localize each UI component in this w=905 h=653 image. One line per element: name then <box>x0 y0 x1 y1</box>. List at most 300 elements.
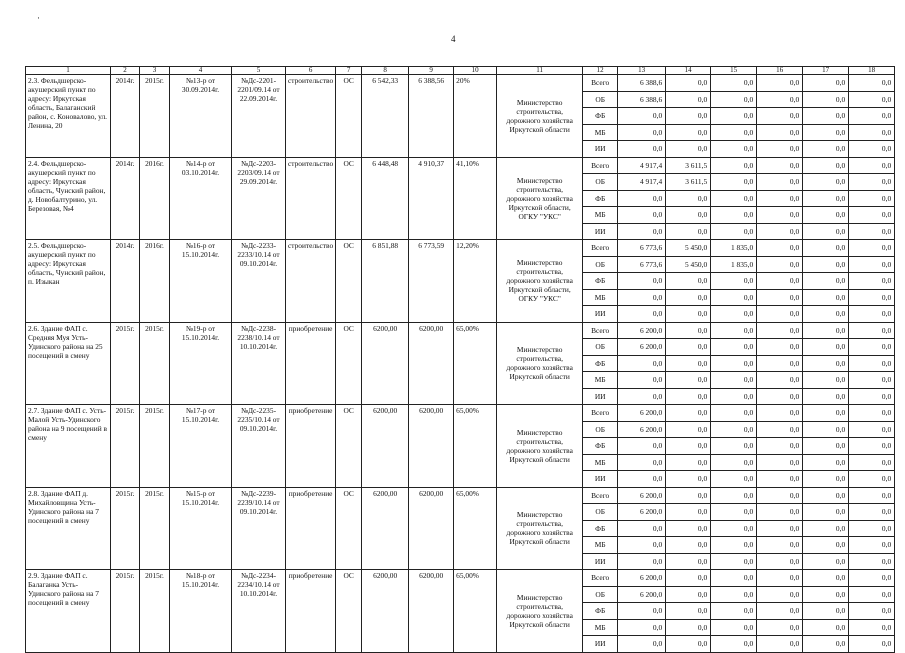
funding-source-label: МБ <box>583 289 618 306</box>
funding-amount-cell: 4 917,4 <box>618 157 666 174</box>
funding-amount-cell: 0,0 <box>711 388 757 405</box>
funding-amount-cell: 0,0 <box>803 586 849 603</box>
funding-amount-cell: 0,0 <box>711 141 757 158</box>
value-cell: 6200,00 <box>409 570 454 653</box>
work-type-cell: приобретение <box>286 405 336 488</box>
funding-amount-cell: 6 200,0 <box>618 405 666 422</box>
funding-source-label: ОБ <box>583 421 618 438</box>
funding-source-label: ОБ <box>583 256 618 273</box>
funding-amount-cell: 0,0 <box>666 603 711 620</box>
funding-amount-cell: 0,0 <box>849 454 895 471</box>
funding-amount-cell: 0,0 <box>803 289 849 306</box>
funding-source-label: ИИ <box>583 388 618 405</box>
work-type-cell: приобретение <box>286 487 336 570</box>
column-number-cell: 3 <box>140 67 170 75</box>
funding-source-label: ФБ <box>583 190 618 207</box>
column-number-header <box>26 67 895 75</box>
funding-amount-cell: 0,0 <box>618 619 666 636</box>
end-year-cell: 2016г. <box>140 240 170 323</box>
funding-amount-cell: 1 835,0 <box>711 256 757 273</box>
funding-amount-cell: 0,0 <box>803 537 849 554</box>
funding-amount-cell: 0,0 <box>757 537 803 554</box>
funding-amount-cell: 0,0 <box>666 124 711 141</box>
funding-amount-cell: 0,0 <box>849 504 895 521</box>
funding-amount-cell: 0,0 <box>757 289 803 306</box>
funding-amount-cell: 0,0 <box>803 240 849 257</box>
funding-amount-cell: 0,0 <box>803 322 849 339</box>
funding-amount-cell: 0,0 <box>757 124 803 141</box>
object-name-cell: 2.4. Фельдшерско-акушерский пункт по адресу: Иркутская область, Чунский район, д. Новобалтурино, ул. Березовая, №4 <box>26 157 111 240</box>
executor-cell: Министерство строительства, дорожного хозяйства Иркутской области <box>497 487 583 570</box>
end-year-cell: 2015г. <box>140 322 170 405</box>
funding-amount-cell: 0,0 <box>618 273 666 290</box>
funding-source-label: Всего <box>583 322 618 339</box>
funding-amount-cell: 0,0 <box>618 141 666 158</box>
end-year-cell: 2015г. <box>140 405 170 488</box>
column-number-cell: 11 <box>497 67 583 75</box>
funding-amount-cell: 0,0 <box>618 289 666 306</box>
order-cell: №19-р от 15.10.2014г. <box>170 322 232 405</box>
program-table <box>25 66 895 653</box>
funding-amount-cell: 0,0 <box>666 520 711 537</box>
fund-cell: ОС <box>336 75 362 158</box>
funding-amount-cell: 0,0 <box>757 372 803 389</box>
funding-amount-cell: 0,0 <box>711 570 757 587</box>
funding-amount-cell: 0,0 <box>666 454 711 471</box>
funding-amount-cell: 0,0 <box>618 306 666 323</box>
end-year-cell: 2016г. <box>140 157 170 240</box>
funding-amount-cell: 0,0 <box>711 339 757 356</box>
fund-cell: ОС <box>336 157 362 240</box>
funding-amount-cell: 6 200,0 <box>618 504 666 521</box>
funding-source-label: ФБ <box>583 355 618 372</box>
table-row <box>26 240 895 257</box>
funding-amount-cell: 0,0 <box>849 586 895 603</box>
funding-amount-cell: 0,0 <box>803 421 849 438</box>
funding-amount-cell: 0,0 <box>618 190 666 207</box>
table-row <box>26 322 895 339</box>
funding-amount-cell: 0,0 <box>757 240 803 257</box>
percent-cell: 65,00% <box>454 322 497 405</box>
funding-amount-cell: 0,0 <box>757 487 803 504</box>
funding-amount-cell: 0,0 <box>711 454 757 471</box>
funding-amount-cell: 0,0 <box>757 207 803 224</box>
funding-amount-cell: 0,0 <box>849 157 895 174</box>
funding-amount-cell: 0,0 <box>803 223 849 240</box>
funding-amount-cell: 0,0 <box>711 75 757 92</box>
executor-cell: Министерство строительства, дорожного хозяйства Иркутской области <box>497 570 583 653</box>
funding-amount-cell: 0,0 <box>711 520 757 537</box>
funding-amount-cell: 0,0 <box>803 504 849 521</box>
funding-amount-cell: 0,0 <box>757 273 803 290</box>
fund-cell: ОС <box>336 322 362 405</box>
funding-amount-cell: 0,0 <box>849 223 895 240</box>
funding-amount-cell: 0,0 <box>666 306 711 323</box>
column-number-cell: 14 <box>666 67 711 75</box>
contract-cell: №Дс-2239-2239/10.14 от 09.10.2014г. <box>232 487 286 570</box>
funding-amount-cell: 0,0 <box>711 289 757 306</box>
value-cell: 6200,00 <box>409 322 454 405</box>
contract-cell: №Дс-2234-2234/10.14 от 10.10.2014г. <box>232 570 286 653</box>
funding-amount-cell: 0,0 <box>757 603 803 620</box>
funding-amount-cell: 0,0 <box>618 603 666 620</box>
funding-amount-cell: 0,0 <box>666 487 711 504</box>
funding-amount-cell: 0,0 <box>757 520 803 537</box>
cost-cell: 6200,00 <box>362 322 409 405</box>
funding-amount-cell: 0,0 <box>618 553 666 570</box>
funding-amount-cell: 4 917,4 <box>618 174 666 191</box>
start-year-cell: 2014г. <box>111 75 140 158</box>
start-year-cell: 2015г. <box>111 487 140 570</box>
funding-amount-cell: 6 200,0 <box>618 339 666 356</box>
funding-amount-cell: 0,0 <box>757 454 803 471</box>
funding-amount-cell: 0,0 <box>666 636 711 653</box>
funding-amount-cell: 0,0 <box>666 553 711 570</box>
funding-source-label: МБ <box>583 372 618 389</box>
funding-amount-cell: 0,0 <box>849 190 895 207</box>
funding-source-label: МБ <box>583 537 618 554</box>
funding-amount-cell: 0,0 <box>803 471 849 488</box>
funding-amount-cell: 0,0 <box>757 75 803 92</box>
funding-amount-cell: 0,0 <box>711 405 757 422</box>
funding-amount-cell: 6 773,6 <box>618 240 666 257</box>
funding-amount-cell: 0,0 <box>711 157 757 174</box>
funding-amount-cell: 6 200,0 <box>618 322 666 339</box>
value-cell: 6 773,59 <box>409 240 454 323</box>
contract-cell: №Дс-2238-2238/10.14 от 10.10.2014г. <box>232 322 286 405</box>
funding-amount-cell: 0,0 <box>803 438 849 455</box>
funding-amount-cell: 0,0 <box>711 619 757 636</box>
funding-source-label: ФБ <box>583 108 618 125</box>
funding-amount-cell: 0,0 <box>803 141 849 158</box>
funding-amount-cell: 1 835,0 <box>711 240 757 257</box>
funding-amount-cell: 0,0 <box>757 553 803 570</box>
funding-amount-cell: 0,0 <box>849 75 895 92</box>
funding-source-label: ОБ <box>583 174 618 191</box>
funding-amount-cell: 0,0 <box>666 339 711 356</box>
funding-amount-cell: 0,0 <box>711 91 757 108</box>
funding-amount-cell: 0,0 <box>757 619 803 636</box>
funding-amount-cell: 0,0 <box>666 405 711 422</box>
funding-amount-cell: 0,0 <box>711 306 757 323</box>
contract-cell: №Дс-2201-2201/09.14 от 22.09.2014г. <box>232 75 286 158</box>
object-name-cell: 2.7. Здание ФАП с. Усть-Малой Усть-Удинского района на 9 посещений в смену <box>26 405 111 488</box>
funding-amount-cell: 0,0 <box>803 339 849 356</box>
funding-amount-cell: 0,0 <box>757 504 803 521</box>
work-type-cell: строительство <box>286 75 336 158</box>
funding-amount-cell: 0,0 <box>711 553 757 570</box>
funding-amount-cell: 0,0 <box>803 636 849 653</box>
funding-amount-cell: 0,0 <box>618 636 666 653</box>
funding-amount-cell: 0,0 <box>666 207 711 224</box>
funding-amount-cell: 0,0 <box>849 355 895 372</box>
funding-amount-cell: 0,0 <box>666 570 711 587</box>
funding-source-label: МБ <box>583 207 618 224</box>
funding-amount-cell: 0,0 <box>711 586 757 603</box>
fund-cell: ОС <box>336 570 362 653</box>
work-type-cell: строительство <box>286 157 336 240</box>
funding-source-label: ИИ <box>583 141 618 158</box>
funding-amount-cell: 0,0 <box>618 355 666 372</box>
funding-amount-cell: 0,0 <box>618 520 666 537</box>
funding-amount-cell: 0,0 <box>803 520 849 537</box>
funding-amount-cell: 0,0 <box>711 207 757 224</box>
funding-amount-cell: 0,0 <box>666 438 711 455</box>
funding-amount-cell: 0,0 <box>666 223 711 240</box>
value-cell: 6200,00 <box>409 487 454 570</box>
funding-amount-cell: 0,0 <box>757 355 803 372</box>
funding-source-label: МБ <box>583 124 618 141</box>
percent-cell: 65,00% <box>454 487 497 570</box>
funding-amount-cell: 0,0 <box>711 190 757 207</box>
funding-source-label: Всего <box>583 75 618 92</box>
object-name-cell: 2.5. Фельдшерско-акушерский пункт по адресу: Иркутская область, Чунский район, п. Изыкан <box>26 240 111 323</box>
funding-amount-cell: 0,0 <box>666 388 711 405</box>
executor-cell: Министерство строительства, дорожного хозяйства Иркутской области <box>497 322 583 405</box>
end-year-cell: 2015г. <box>140 570 170 653</box>
column-number-cell: 12 <box>583 67 618 75</box>
funding-amount-cell: 0,0 <box>711 504 757 521</box>
funding-amount-cell: 0,0 <box>757 141 803 158</box>
funding-amount-cell: 0,0 <box>666 322 711 339</box>
funding-amount-cell: 0,0 <box>757 471 803 488</box>
column-number-cell: 15 <box>711 67 757 75</box>
funding-amount-cell: 0,0 <box>803 256 849 273</box>
funding-amount-cell: 0,0 <box>803 619 849 636</box>
table-row <box>26 75 895 92</box>
table-row <box>26 487 895 504</box>
funding-amount-cell: 0,0 <box>849 388 895 405</box>
funding-amount-cell: 0,0 <box>618 207 666 224</box>
start-year-cell: 2014г. <box>111 240 140 323</box>
funding-amount-cell: 0,0 <box>666 586 711 603</box>
column-number-cell: 9 <box>409 67 454 75</box>
contract-cell: №Дс-2235-2235/10.14 от 09.10.2014г. <box>232 405 286 488</box>
percent-cell: 12,20% <box>454 240 497 323</box>
funding-amount-cell: 6 773,6 <box>618 256 666 273</box>
value-cell: 6 388,56 <box>409 75 454 158</box>
funding-source-label: ФБ <box>583 273 618 290</box>
funding-source-label: Всего <box>583 405 618 422</box>
page-number: 4 <box>451 34 456 44</box>
funding-amount-cell: 0,0 <box>849 570 895 587</box>
cost-cell: 6200,00 <box>362 405 409 488</box>
percent-cell: 20% <box>454 75 497 158</box>
executor-cell: Министерство строительства, дорожного хозяйства Иркутской области, ОГКУ "УКС" <box>497 240 583 323</box>
funding-source-label: ОБ <box>583 504 618 521</box>
funding-amount-cell: 0,0 <box>803 306 849 323</box>
funding-amount-cell: 0,0 <box>711 636 757 653</box>
funding-amount-cell: 0,0 <box>849 322 895 339</box>
funding-amount-cell: 0,0 <box>711 421 757 438</box>
funding-amount-cell: 0,0 <box>666 141 711 158</box>
funding-amount-cell: 0,0 <box>757 421 803 438</box>
executor-cell: Министерство строительства, дорожного хозяйства Иркутской области, ОГКУ "УКС" <box>497 157 583 240</box>
funding-amount-cell: 0,0 <box>803 157 849 174</box>
funding-amount-cell: 0,0 <box>849 372 895 389</box>
funding-amount-cell: 0,0 <box>618 454 666 471</box>
funding-amount-cell: 0,0 <box>803 454 849 471</box>
funding-amount-cell: 0,0 <box>618 372 666 389</box>
funding-amount-cell: 6 200,0 <box>618 487 666 504</box>
column-number-cell: 2 <box>111 67 140 75</box>
funding-amount-cell: 0,0 <box>803 487 849 504</box>
funding-amount-cell: 0,0 <box>803 75 849 92</box>
funding-source-label: ФБ <box>583 520 618 537</box>
cost-cell: 6200,00 <box>362 570 409 653</box>
column-number-cell: 17 <box>803 67 849 75</box>
funding-amount-cell: 0,0 <box>849 174 895 191</box>
funding-amount-cell: 0,0 <box>757 636 803 653</box>
funding-amount-cell: 0,0 <box>849 603 895 620</box>
funding-amount-cell: 0,0 <box>757 570 803 587</box>
percent-cell: 65,00% <box>454 405 497 488</box>
funding-amount-cell: 0,0 <box>666 91 711 108</box>
funding-amount-cell: 0,0 <box>849 124 895 141</box>
column-number-cell: 5 <box>232 67 286 75</box>
funding-amount-cell: 0,0 <box>757 223 803 240</box>
funding-amount-cell: 0,0 <box>757 586 803 603</box>
column-number-cell: 13 <box>618 67 666 75</box>
top-mark: · <box>37 13 40 23</box>
funding-amount-cell: 0,0 <box>757 339 803 356</box>
funding-amount-cell: 0,0 <box>849 421 895 438</box>
funding-amount-cell: 0,0 <box>757 306 803 323</box>
funding-amount-cell: 0,0 <box>666 355 711 372</box>
object-name-cell: 2.3. Фельдшерско-акушерский пункт по адресу: Иркутская область, Балаганский район, с. Коновалово, ул. Ленина, 20 <box>26 75 111 158</box>
funding-amount-cell: 0,0 <box>803 207 849 224</box>
order-cell: №15-р от 15.10.2014г. <box>170 487 232 570</box>
funding-amount-cell: 0,0 <box>849 289 895 306</box>
funding-source-label: Всего <box>583 570 618 587</box>
value-cell: 6200,00 <box>409 405 454 488</box>
funding-source-label: ОБ <box>583 586 618 603</box>
funding-source-label: ИИ <box>583 636 618 653</box>
percent-cell: 41,10% <box>454 157 497 240</box>
end-year-cell: 2015г. <box>140 487 170 570</box>
funding-source-label: ОБ <box>583 91 618 108</box>
funding-amount-cell: 3 611,5 <box>666 157 711 174</box>
table-row <box>26 405 895 422</box>
funding-amount-cell: 0,0 <box>666 619 711 636</box>
start-year-cell: 2015г. <box>111 405 140 488</box>
cost-cell: 6 542,33 <box>362 75 409 158</box>
column-number-cell: 6 <box>286 67 336 75</box>
funding-amount-cell: 0,0 <box>666 108 711 125</box>
funding-amount-cell: 0,0 <box>711 537 757 554</box>
funding-amount-cell: 0,0 <box>666 273 711 290</box>
work-type-cell: приобретение <box>286 322 336 405</box>
funding-amount-cell: 0,0 <box>711 603 757 620</box>
funding-amount-cell: 0,0 <box>803 603 849 620</box>
funding-source-label: ИИ <box>583 306 618 323</box>
end-year-cell: 2015г. <box>140 75 170 158</box>
table-row <box>26 157 895 174</box>
funding-amount-cell: 0,0 <box>849 537 895 554</box>
contract-cell: №Дс-2233-2233/10.14 от 09.10.2014г. <box>232 240 286 323</box>
funding-amount-cell: 6 200,0 <box>618 421 666 438</box>
funding-amount-cell: 0,0 <box>711 471 757 488</box>
funding-amount-cell: 0,0 <box>711 372 757 389</box>
funding-amount-cell: 0,0 <box>711 355 757 372</box>
start-year-cell: 2015г. <box>111 322 140 405</box>
order-cell: №17-р от 15.10.2014г. <box>170 405 232 488</box>
funding-source-label: МБ <box>583 619 618 636</box>
funding-amount-cell: 0,0 <box>666 471 711 488</box>
funding-source-label: Всего <box>583 157 618 174</box>
funding-amount-cell: 0,0 <box>618 537 666 554</box>
column-number-cell: 18 <box>849 67 895 75</box>
funding-amount-cell: 0,0 <box>618 223 666 240</box>
funding-amount-cell: 0,0 <box>803 190 849 207</box>
funding-amount-cell: 0,0 <box>803 355 849 372</box>
funding-amount-cell: 0,0 <box>618 438 666 455</box>
funding-amount-cell: 0,0 <box>849 520 895 537</box>
column-number-cell: 4 <box>170 67 232 75</box>
value-cell: 4 910,37 <box>409 157 454 240</box>
object-name-cell: 2.8. Здание ФАП д. Михайловщина Усть-Удинского района на 7 посещений в смену <box>26 487 111 570</box>
funding-source-label: ФБ <box>583 603 618 620</box>
funding-amount-cell: 0,0 <box>757 388 803 405</box>
fund-cell: ОС <box>336 240 362 323</box>
funding-amount-cell: 0,0 <box>757 174 803 191</box>
column-number-cell: 10 <box>454 67 497 75</box>
funding-source-label: ИИ <box>583 471 618 488</box>
funding-amount-cell: 0,0 <box>757 256 803 273</box>
funding-amount-cell: 6 200,0 <box>618 570 666 587</box>
fund-cell: ОС <box>336 487 362 570</box>
funding-amount-cell: 0,0 <box>803 372 849 389</box>
funding-amount-cell: 0,0 <box>803 174 849 191</box>
work-type-cell: строительство <box>286 240 336 323</box>
funding-amount-cell: 6 388,6 <box>618 91 666 108</box>
funding-amount-cell: 0,0 <box>849 636 895 653</box>
order-cell: №16-р от 15.10.2014г. <box>170 240 232 323</box>
funding-source-label: Всего <box>583 487 618 504</box>
funding-amount-cell: 0,0 <box>803 405 849 422</box>
funding-amount-cell: 0,0 <box>711 174 757 191</box>
object-name-cell: 2.6. Здание ФАП с. Средняя Муя Усть-Удинского района на 25 посещений в смену <box>26 322 111 405</box>
funding-source-label: ИИ <box>583 223 618 240</box>
cost-cell: 6 851,88 <box>362 240 409 323</box>
funding-amount-cell: 0,0 <box>666 504 711 521</box>
cost-cell: 6200,00 <box>362 487 409 570</box>
executor-cell: Министерство строительства, дорожного хозяйства Иркутской области <box>497 405 583 488</box>
start-year-cell: 2015г. <box>111 570 140 653</box>
funding-amount-cell: 0,0 <box>618 124 666 141</box>
funding-amount-cell: 0,0 <box>849 273 895 290</box>
funding-amount-cell: 0,0 <box>803 108 849 125</box>
order-cell: №13-р от 30.09.2014г. <box>170 75 232 158</box>
funding-amount-cell: 0,0 <box>711 438 757 455</box>
funding-amount-cell: 0,0 <box>666 75 711 92</box>
funding-amount-cell: 0,0 <box>757 91 803 108</box>
funding-amount-cell: 0,0 <box>711 273 757 290</box>
funding-amount-cell: 0,0 <box>849 240 895 257</box>
funding-amount-cell: 0,0 <box>849 471 895 488</box>
funding-amount-cell: 6 200,0 <box>618 586 666 603</box>
funding-amount-cell: 0,0 <box>618 388 666 405</box>
funding-amount-cell: 0,0 <box>757 190 803 207</box>
funding-amount-cell: 0,0 <box>849 91 895 108</box>
funding-amount-cell: 0,0 <box>666 190 711 207</box>
funding-amount-cell: 0,0 <box>757 157 803 174</box>
funding-amount-cell: 0,0 <box>849 256 895 273</box>
cost-cell: 6 448,48 <box>362 157 409 240</box>
funding-amount-cell: 0,0 <box>849 405 895 422</box>
column-number-cell: 16 <box>757 67 803 75</box>
funding-source-label: МБ <box>583 454 618 471</box>
